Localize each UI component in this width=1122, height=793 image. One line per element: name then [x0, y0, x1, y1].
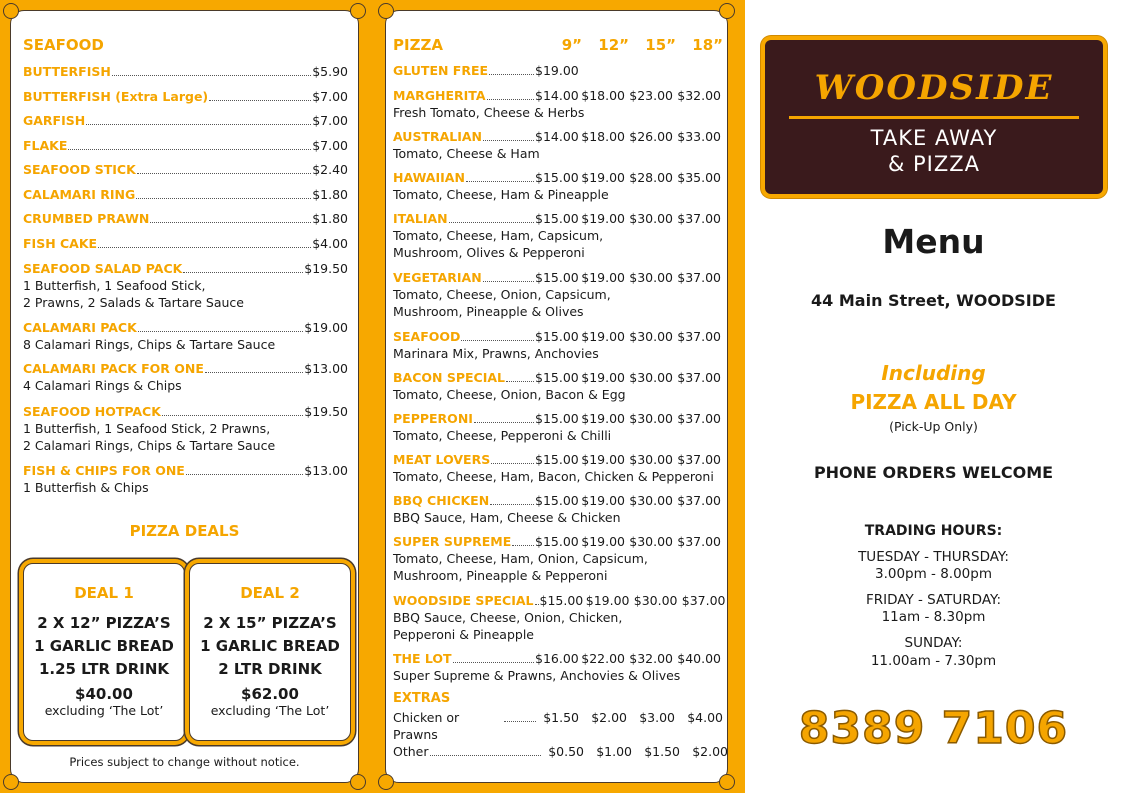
pickup-note: (Pick-Up Only): [889, 419, 978, 434]
item-name: SEAFOOD: [393, 329, 461, 344]
dot-leader: [466, 181, 534, 182]
corner-notch: [719, 3, 735, 19]
size-label: 9”: [561, 36, 582, 54]
corner-notch: [719, 774, 735, 790]
deal-title: DEAL 2: [240, 584, 300, 602]
pizza-price: $37.00: [677, 329, 721, 344]
pizza-price: $19.00: [581, 493, 625, 508]
dot-leader: [162, 415, 303, 416]
pizza-price: $15.00: [535, 329, 579, 344]
pizza-price: $37.00: [677, 270, 721, 285]
item-price: $1.80: [312, 187, 348, 202]
pizza-item: [393, 169, 723, 203]
hours-time: 11.00am - 7.30pm: [870, 653, 997, 669]
pizza-item: [393, 592, 726, 643]
pizza-item: [393, 410, 723, 444]
logo-subtitle: & PIZZA: [887, 152, 981, 176]
pizza-price: $30.00: [629, 452, 673, 467]
extra-item: [393, 709, 723, 743]
pizza-item: [393, 269, 723, 320]
pizza-item: [393, 210, 723, 261]
dot-leader: [150, 222, 311, 223]
item-name: GLUTEN FREE: [393, 63, 489, 78]
dot-leader: [86, 124, 311, 125]
dot-leader: [430, 755, 542, 756]
seafood-item: [23, 88, 348, 105]
dot-leader: [491, 463, 534, 464]
item-price: $5.90: [312, 64, 348, 79]
dot-leader: [487, 99, 534, 100]
item-description: Tomato, Cheese, Onion, Bacon & Egg: [393, 387, 626, 402]
dot-leader: [449, 222, 534, 223]
pizza-price: $18.00: [581, 129, 625, 144]
deal-note: excluding ‘The Lot’: [44, 703, 164, 718]
seafood-item: [23, 319, 348, 353]
pizza-item: [393, 492, 723, 526]
item-price: $19.00: [304, 320, 348, 335]
pizza-price: $19.00: [581, 329, 625, 344]
pizza-price: $15.00: [535, 270, 579, 285]
pizza-price: $14.00: [535, 88, 579, 103]
hours-time: 3.00pm - 8.00pm: [874, 566, 992, 582]
seafood-item: [23, 137, 348, 154]
item-name: BACON SPECIAL: [393, 370, 505, 385]
pizza-item: [393, 87, 723, 121]
item-name: VEGETARIAN: [393, 270, 482, 285]
pizza-price: $30.00: [629, 211, 673, 226]
pizza-item: [393, 451, 723, 485]
seafood-item: [23, 462, 348, 496]
dot-leader: [453, 662, 534, 663]
hours-day: FRIDAY - SATURDAY:: [865, 592, 1002, 608]
dot-leader: [209, 100, 311, 101]
item-name: CRUMBED PRAWN: [23, 211, 150, 226]
pizza-price: $37.00: [677, 493, 721, 508]
seafood-item: [23, 235, 348, 252]
extra-name: Chicken or Prawns: [393, 710, 460, 742]
pizza-price: $4.00: [687, 710, 723, 725]
trading-hours-title: TRADING HOURS:: [864, 523, 1003, 539]
dot-leader: [98, 247, 311, 248]
pizza-price: $22.00: [581, 651, 625, 666]
corner-notch: [378, 774, 394, 790]
pizza-price: $37.00: [681, 593, 726, 608]
seafood-item: [23, 186, 348, 203]
pizza-title: PIZZA: [393, 36, 443, 54]
pizza-price: $2.00: [692, 744, 728, 759]
pizza-all-day: PIZZA ALL DAY: [850, 390, 1017, 414]
pizza-price: $19.00: [581, 170, 625, 185]
item-name: AUSTRALIAN: [393, 129, 483, 144]
item-name: CALAMARI PACK FOR ONE: [23, 361, 204, 376]
item-description: Tomato, Cheese, Ham, Bacon, Chicken & Pepperoni: [393, 469, 714, 484]
pizza-price: $19.00: [581, 411, 625, 426]
pizza-price: $30.00: [629, 370, 673, 385]
item-price: $4.00: [312, 236, 348, 251]
pizza-price: $30.00: [629, 493, 673, 508]
item-price: $1.80: [312, 211, 348, 226]
hours-day: SUNDAY:: [904, 635, 963, 651]
item-name: SEAFOOD STICK: [23, 162, 136, 177]
size-label: 15”: [645, 36, 676, 54]
item-name: GARFISH: [23, 113, 86, 128]
item-description: Mushroom, Pineapple & Olives: [393, 304, 584, 319]
phone-orders: PHONE ORDERS WELCOME: [813, 463, 1054, 482]
logo-subtitle: TAKE AWAY: [870, 126, 998, 150]
dot-leader: [489, 74, 534, 75]
item-description: Tomato, Cheese, Ham, Capsicum,: [393, 228, 604, 243]
item-name: FLAKE: [23, 138, 68, 153]
deal-line: 1 GARLIC BREAD: [34, 637, 174, 655]
item-description: Tomato, Cheese, Onion, Capsicum,: [393, 287, 611, 302]
seafood-item: [23, 161, 348, 178]
dot-leader: [186, 474, 303, 475]
item-name: BUTTERFISH (Extra Large): [23, 89, 209, 104]
dot-leader: [483, 140, 534, 141]
item-description: Tomato, Cheese, Pepperoni & Chilli: [393, 428, 612, 443]
pizza-price: $33.00: [677, 129, 721, 144]
pizza-price: $26.00: [629, 129, 673, 144]
logo-underline: [789, 116, 1079, 119]
pizza-price: $18.00: [581, 88, 625, 103]
pizza-price: $19.00: [581, 534, 625, 549]
item-price: $19.50: [304, 261, 348, 276]
item-description: 1 Butterfish, 1 Seafood Stick, 2 Prawns,: [23, 421, 271, 436]
pizza-price: $15.00: [535, 370, 579, 385]
item-name: SEAFOOD SALAD PACK: [23, 261, 183, 276]
corner-notch: [350, 774, 366, 790]
dot-leader: [490, 504, 534, 505]
dot-leader: [461, 340, 534, 341]
pizza-price: $19.00: [581, 211, 625, 226]
item-description: Tomato, Cheese, Ham & Pineapple: [393, 187, 609, 202]
item-name: BUTTERFISH: [23, 64, 111, 79]
item-description: BBQ Sauce, Ham, Cheese & Chicken: [393, 510, 621, 525]
address: 44 Main Street, WOODSIDE: [811, 291, 1056, 310]
pizza-price: $19.00: [535, 63, 579, 78]
menu-heading: Menu: [882, 222, 985, 261]
logo-wordmark: WOODSIDE: [814, 68, 1054, 108]
corner-notch: [3, 3, 19, 19]
deal-line: 2 X 15” PIZZA’S: [203, 614, 337, 632]
item-name: CALAMARI PACK: [23, 320, 137, 335]
including-text: Including: [881, 361, 986, 385]
dot-leader: [183, 272, 303, 273]
phone-number[interactable]: 8389 7106: [798, 703, 1069, 754]
pizza-item: [393, 533, 723, 584]
pizza-price: $15.00: [535, 411, 579, 426]
item-name: MARGHERITA: [393, 88, 486, 103]
item-description: 2 Calamari Rings, Chips & Tartare Sauce: [23, 438, 276, 453]
seafood-title: SEAFOOD: [23, 36, 104, 54]
item-price: $7.00: [312, 138, 348, 153]
item-name: SUPER SUPREME: [393, 534, 512, 549]
pizza-price: $15.00: [535, 170, 579, 185]
item-description: Mushroom, Pineapple & Pepperoni: [393, 568, 608, 583]
pizza-price: $19.00: [581, 370, 625, 385]
item-name: WOODSIDE SPECIAL: [393, 593, 534, 608]
pizza-price: $30.00: [629, 534, 673, 549]
pizza-price: $15.00: [539, 593, 584, 608]
deal-line: 1 GARLIC BREAD: [200, 637, 340, 655]
corner-notch: [3, 774, 19, 790]
seafood-item: [23, 112, 348, 129]
extras-title: EXTRAS: [393, 691, 451, 706]
item-price: $2.40: [312, 162, 348, 177]
seafood-item: [23, 210, 348, 227]
item-name: PEPPERONI: [393, 411, 473, 426]
item-price: $13.00: [304, 463, 348, 478]
pizza-item: [393, 128, 723, 162]
pizza-price: $37.00: [677, 534, 721, 549]
deal-2-card: [189, 563, 351, 741]
item-description: Pepperoni & Pineapple: [393, 627, 534, 642]
pizza-price: $40.00: [677, 651, 721, 666]
size-label: 18”: [692, 36, 723, 54]
pizza-item: [393, 328, 723, 362]
item-description: Marinara Mix, Prawns, Anchovies: [393, 346, 599, 361]
pizza-price: $35.00: [677, 170, 721, 185]
hours-day: TUESDAY - THURSDAY:: [858, 549, 1009, 565]
dot-leader: [137, 173, 311, 174]
item-name: SEAFOOD HOTPACK: [23, 404, 161, 419]
deal-note: excluding ‘The Lot’: [210, 703, 330, 718]
seafood-item: [23, 260, 348, 311]
deal-title: DEAL 1: [74, 584, 134, 602]
item-name: CALAMARI RING: [23, 187, 136, 202]
seafood-item: [23, 63, 348, 80]
item-description: 1 Butterfish & Chips: [23, 480, 149, 495]
deal-line: 1.25 LTR DRINK: [38, 660, 170, 678]
item-description: 4 Calamari Rings & Chips: [23, 378, 182, 393]
pizza-price: $30.00: [629, 411, 673, 426]
pizza-price: $1.00: [596, 744, 632, 759]
pizza-price: $19.00: [585, 593, 630, 608]
deal-line: 2 LTR DRINK: [218, 660, 322, 678]
extra-name: Other: [393, 744, 429, 759]
pizza-sizes-header: [535, 36, 723, 54]
pizza-price: $15.00: [535, 452, 579, 467]
pizza-deals-title: PIZZA DEALS: [129, 522, 240, 540]
deal-price: $40.00: [75, 685, 133, 703]
pizza-price: $14.00: [535, 129, 579, 144]
pizza-price: $15.00: [535, 534, 579, 549]
pizza-price: $2.00: [591, 710, 627, 725]
pizza-item: [393, 650, 723, 684]
extra-item: [393, 743, 728, 760]
pizza-price: $28.00: [629, 170, 673, 185]
pizza-price: $1.50: [543, 710, 579, 725]
dot-leader: [504, 721, 536, 722]
item-price: $7.00: [312, 89, 348, 104]
item-name: FISH CAKE: [23, 236, 98, 251]
pizza-price: $30.00: [629, 270, 673, 285]
item-name: ITALIAN: [393, 211, 448, 226]
dot-leader: [136, 198, 311, 199]
item-price: $19.50: [304, 404, 348, 419]
pizza-price: $30.00: [629, 329, 673, 344]
pizza-price: $32.00: [629, 651, 673, 666]
hours-time: 11am - 8.30pm: [881, 609, 986, 625]
pizza-price: $32.00: [677, 88, 721, 103]
pizza-price: $0.50: [548, 744, 584, 759]
seafood-item: [23, 403, 348, 454]
pizza-price: $30.00: [633, 593, 678, 608]
deal-1-card: [23, 563, 185, 741]
pizza-price: $19.00: [581, 270, 625, 285]
item-description: 1 Butterfish, 1 Seafood Stick,: [23, 278, 206, 293]
pizza-price: $37.00: [677, 211, 721, 226]
dot-leader: [535, 604, 539, 605]
pizza-price: $15.00: [535, 493, 579, 508]
item-name: FISH & CHIPS FOR ONE: [23, 463, 185, 478]
item-description: BBQ Sauce, Cheese, Onion, Chicken,: [393, 610, 623, 625]
pizza-price: $37.00: [677, 452, 721, 467]
corner-notch: [350, 3, 366, 19]
woodside-logo: [765, 40, 1103, 194]
item-description: 2 Prawns, 2 Salads & Tartare Sauce: [23, 295, 244, 310]
pizza-price: $16.00: [535, 651, 579, 666]
dot-leader: [205, 372, 303, 373]
price-notice: Prices subject to change without notice.: [69, 755, 300, 769]
deal-price: $62.00: [241, 685, 299, 703]
item-name: MEAT LOVERS: [393, 452, 491, 467]
dot-leader: [512, 545, 534, 546]
pizza-item: [393, 369, 723, 403]
corner-notch: [378, 3, 394, 19]
pizza-price: $19.00: [581, 452, 625, 467]
dot-leader: [506, 381, 534, 382]
dot-leader: [483, 281, 534, 282]
item-description: Fresh Tomato, Cheese & Herbs: [393, 105, 585, 120]
item-name: THE LOT: [393, 651, 452, 666]
item-description: Super Supreme & Prawns, Anchovies & Olives: [393, 668, 681, 683]
dot-leader: [68, 149, 311, 150]
item-price: $7.00: [312, 113, 348, 128]
pizza-price: $15.00: [535, 211, 579, 226]
size-label: 12”: [598, 36, 629, 54]
pizza-item: [393, 62, 723, 79]
pizza-price: $23.00: [629, 88, 673, 103]
item-description: Mushroom, Olives & Pepperoni: [393, 245, 585, 260]
dot-leader: [474, 422, 534, 423]
pizza-price: $37.00: [677, 411, 721, 426]
item-name: HAWAIIAN: [393, 170, 465, 185]
pizza-price: $1.50: [644, 744, 680, 759]
seafood-item: [23, 360, 348, 394]
pizza-price: $37.00: [677, 370, 721, 385]
item-name: BBQ CHICKEN: [393, 493, 490, 508]
deal-line: 2 X 12” PIZZA’S: [37, 614, 171, 632]
item-description: Tomato, Cheese & Ham: [393, 146, 540, 161]
pizza-price: $3.00: [639, 710, 675, 725]
dot-leader: [138, 331, 303, 332]
item-description: 8 Calamari Rings, Chips & Tartare Sauce: [23, 337, 276, 352]
item-description: Tomato, Cheese, Ham, Onion, Capsicum,: [393, 551, 648, 566]
dot-leader: [112, 75, 311, 76]
item-price: $13.00: [304, 361, 348, 376]
